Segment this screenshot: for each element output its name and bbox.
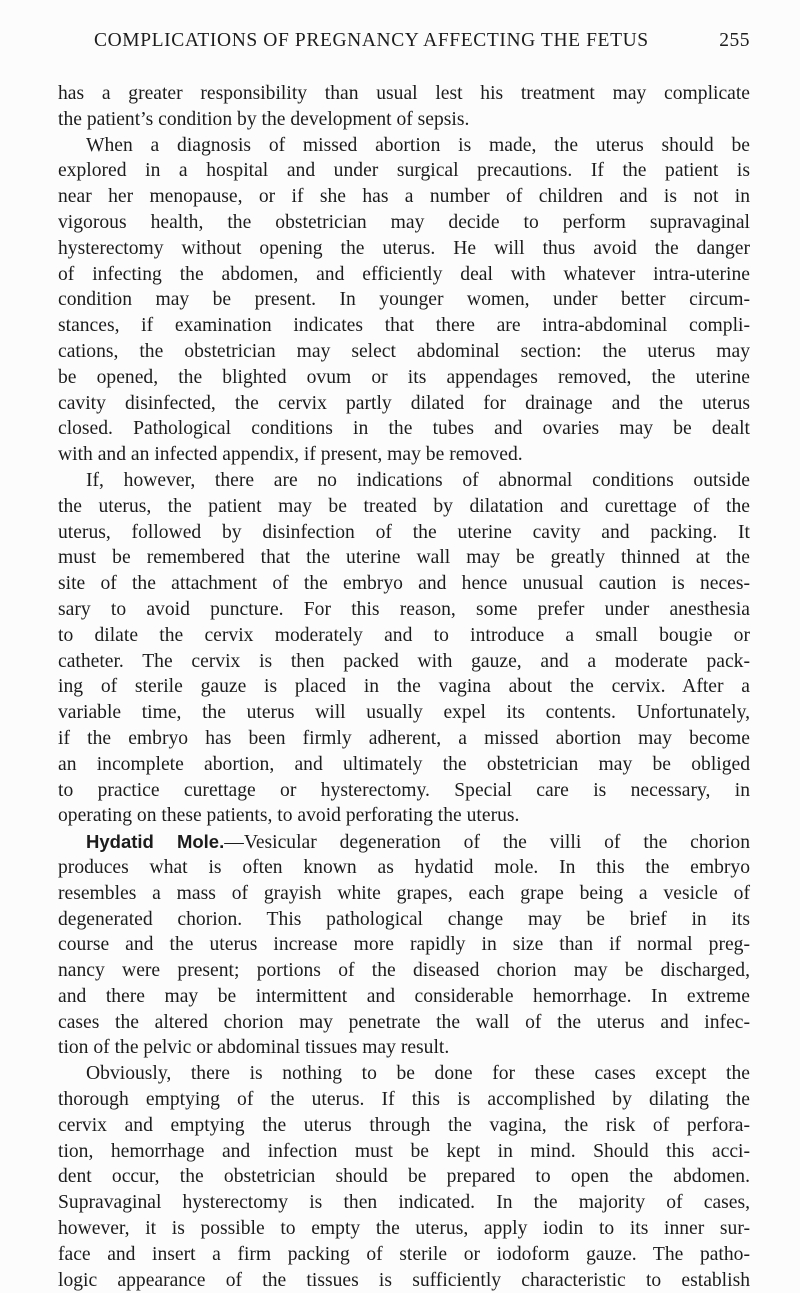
heading-line-text: Vesicular degeneration of the villi of the chorion <box>243 832 750 854</box>
text-line: Supravaginal hysterectomy is then indicated. In the majority of cases, <box>58 1192 750 1214</box>
text-line: dent occur, the obstetrician should be prepared to open the abdomen. <box>58 1166 750 1188</box>
text-line: sary to avoid puncture. For this reason, some prefer under anesthesia <box>58 598 750 620</box>
text-line: tion of the pelvic or abdominal tissues may result. <box>58 1037 450 1059</box>
paragraph-start-line: Obviously, there is nothing to be done for these cases except the <box>86 1063 750 1085</box>
paragraph-start-line: If, however, there are no indications of abnormal conditions outside <box>86 469 750 491</box>
text-line: be opened, the blighted ovum or its appendages removed, the uterine <box>58 366 750 388</box>
text-line: operating on these patients, to avoid perforating the uterus. <box>58 805 520 827</box>
body-text <box>58 81 750 1293</box>
text-line: degenerated chorion. This pathological change may be brief in its <box>58 908 750 930</box>
section-heading: Hydatid Mole. <box>86 831 225 853</box>
paragraph-start-line: When a diagnosis of missed abortion is made, the uterus should be <box>86 134 750 156</box>
text-line: to dilate the cervix moderately and to introduce a small bougie or <box>58 624 750 646</box>
text-line: stances, if examination indicates that there are intra-abdominal compli- <box>58 315 750 337</box>
section-heading-line <box>58 829 750 855</box>
text-line: if the embryo has been firmly adherent, a missed abortion may become <box>58 727 750 749</box>
text-line: of infecting the abdomen, and efficiently deal with whatever intra-uterine <box>58 263 750 285</box>
text-line: tion, hemorrhage and infection must be kept in mind. Should this acci- <box>58 1140 750 1162</box>
text-line: condition may be present. In younger women, under better circum- <box>58 289 750 311</box>
text-line: the uterus, the patient may be treated by dilatation and curettage of the <box>58 495 750 517</box>
text-line: near her menopause, or if she has a number of children and is not in <box>58 186 750 208</box>
text-line: however, it is possible to empty the uterus, apply iodin to its inner sur- <box>58 1218 750 1240</box>
text-line: to practice curettage or hysterectomy. Special care is necessary, in <box>58 779 750 801</box>
text-line: thorough emptying of the uterus. If this is accomplished by dilating the <box>58 1089 750 1111</box>
text-line: hysterectomy without opening the uterus. He will thus avoid the danger <box>58 237 750 259</box>
text-line: closed. Pathological conditions in the tubes and ovaries may be dealt <box>58 418 750 440</box>
text-line: face and insert a firm packing of sterile or iodoform gauze. The patho- <box>58 1243 750 1265</box>
text-line: catheter. The cervix is then packed with gauze, and a moderate pack- <box>58 650 750 672</box>
text-line: cervix and emptying the uterus through the vagina, the risk of perfora- <box>58 1114 750 1136</box>
running-title: COMPLICATIONS OF PREGNANCY AFFECTING THE FETUS <box>94 30 649 51</box>
text-line: with and an infected appendix, if present, may be removed. <box>58 444 523 466</box>
text-line: uterus, followed by disinfection of the uterine cavity and packing. It <box>58 521 750 543</box>
text-line: course and the uterus increase more rapidly in size than if normal preg- <box>58 934 750 956</box>
text-line: nancy were present; portions of the diseased chorion may be discharged, <box>58 960 750 982</box>
text-line: cavity disinfected, the cervix partly dilated for drainage and the uterus <box>58 392 750 414</box>
text-line: resembles a mass of grayish white grapes, each grape being a vesicle of <box>58 882 750 904</box>
text-line: cations, the obstetrician may select abdominal section: the uterus may <box>58 340 750 362</box>
text-line: logic appearance of the tissues is sufficiently characteristic to establish <box>58 1269 750 1291</box>
page-number: 255 <box>719 30 750 51</box>
text-line: site of the attachment of the embryo and hence unusual caution is neces- <box>58 573 750 595</box>
text-line: and there may be intermittent and considerable hemorrhage. In extreme <box>58 985 750 1007</box>
heading-dash: — <box>224 832 244 854</box>
text-line: ing of sterile gauze is placed in the vagina about the cervix. After a <box>58 676 750 698</box>
text-line: vigorous health, the obstetrician may decide to perform supravaginal <box>58 211 750 233</box>
book-page <box>58 30 750 1293</box>
text-line: must be remembered that the uterine wall may be greatly thinned at the <box>58 547 750 569</box>
text-line: produces what is often known as hydatid mole. In this the embryo <box>58 856 750 878</box>
text-line: an incomplete abortion, and ultimately the obstetrician may be obliged <box>58 753 750 775</box>
text-line: the patient’s condition by the development of sepsis. <box>58 108 470 130</box>
text-line: has a greater responsibility than usual lest his treatment may complicate <box>58 83 750 104</box>
page-header <box>58 30 750 70</box>
text-line: explored in a hospital and under surgical precautions. If the patient is <box>58 160 750 182</box>
text-line: variable time, the uterus will usually expel its contents. Unfortunately, <box>58 702 750 724</box>
text-line: cases the altered chorion may penetrate the wall of the uterus and infec- <box>58 1011 750 1033</box>
